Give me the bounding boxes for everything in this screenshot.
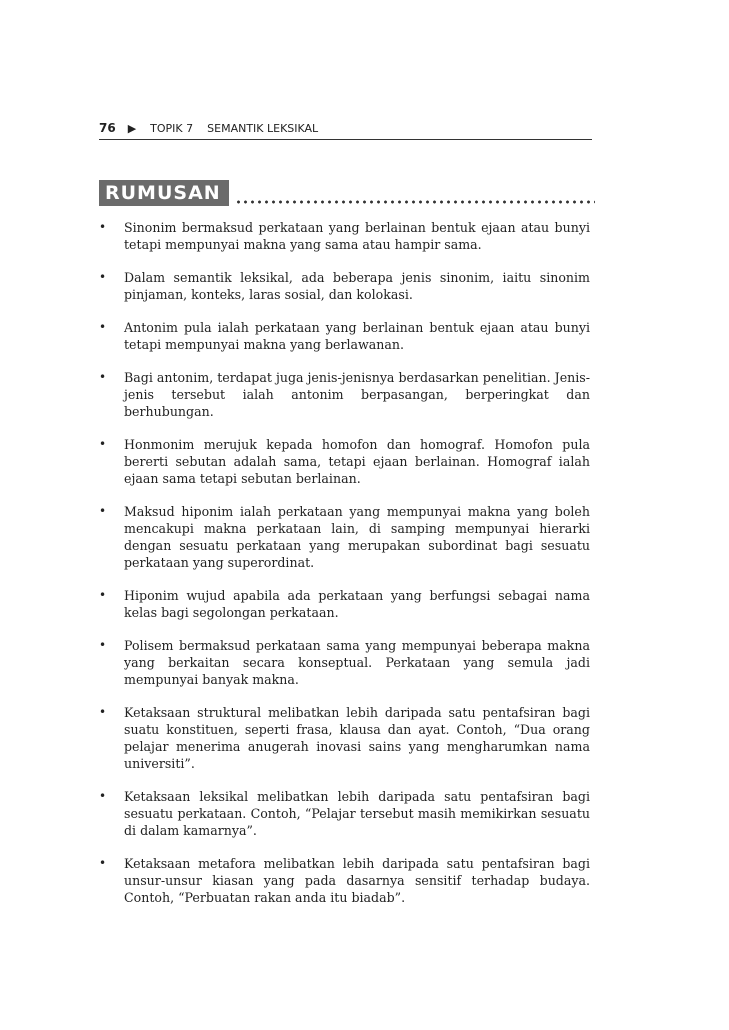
list-item-text: Sinonim bermaksud perkataan yang berlainan bentuk ejaan atau bunyi tetapi mempunyai makna yang sama atau hampir sama. (124, 220, 590, 252)
list-item (99, 503, 590, 571)
list-item (99, 219, 590, 253)
list-item (99, 704, 590, 772)
bullet-icon: • (99, 320, 107, 334)
list-item (99, 369, 590, 420)
list-item (99, 269, 590, 303)
list-item (99, 587, 590, 621)
summary-list (99, 219, 590, 922)
bullet-icon: • (99, 220, 107, 234)
arrow-right-icon: ▶ (127, 121, 137, 135)
list-item-text: Antonim pula ialah perkataan yang berlainan bentuk ejaan atau bunyi tetapi mempunyai makna yang berlawanan. (124, 320, 590, 352)
list-item-text: Ketaksaan leksikal melibatkan lebih daripada satu pentafsiran bagi sesuatu perkataan. Contoh, “Pelajar tersebut masih memikirkan sesuatu di dalam kamarnya”. (124, 789, 590, 838)
topic-label: TOPIK 7 (150, 121, 194, 135)
list-item-text: Dalam semantik leksikal, ada beberapa jenis sinonim, iaitu sinonim pinjaman, konteks, laras sosial, dan kolokasi. (124, 270, 590, 302)
list-item-text: Maksud hiponim ialah perkataan yang mempunyai makna yang boleh mencakupi makna perkataan lain, di samping mempunyai hierarki dengan sesuatu perkataan yang merupakan subordinat bagi sesuatu perkataan yang superordinat. (124, 504, 590, 570)
bullet-icon: • (99, 588, 107, 602)
list-item-text: Hiponim wujud apabila ada perkataan yang berfungsi sebagai nama kelas bagi segolongan perkataan. (124, 588, 590, 620)
list-item-text: Bagi antonim, terdapat juga jenis-jenisnya berdasarkan penelitian. Jenis-jenis tersebut ialah antonim berpasangan, berperingkat dan berhubungan. (124, 370, 590, 419)
dotted-rule (235, 199, 595, 205)
section-banner (99, 180, 595, 206)
bullet-icon: • (99, 370, 107, 384)
list-item-text: Ketaksaan metafora melibatkan lebih daripada satu pentafsiran bagi unsur-unsur kiasan yang pada dasarnya sensitif terhadap budaya. Contoh, “Perbuatan rakan anda itu biadab”. (124, 856, 590, 905)
bullet-icon: • (99, 638, 107, 652)
list-item (99, 855, 590, 906)
bullet-icon: • (99, 705, 107, 719)
bullet-icon: • (99, 789, 107, 803)
section-title: RUMUSAN (99, 180, 229, 206)
list-item-text: Polisem bermaksud perkataan sama yang mempunyai beberapa makna yang berkaitan secara konseptual. Perkataan yang semula jadi mempunyai banyak makna. (124, 638, 590, 687)
bullet-icon: • (99, 856, 107, 870)
bullet-icon: • (99, 270, 107, 284)
list-item (99, 788, 590, 839)
list-item (99, 637, 590, 688)
list-item (99, 436, 590, 487)
bullet-icon: • (99, 504, 107, 518)
list-item-text: Honmonim merujuk kepada homofon dan homograf. Homofon pula bererti sebutan adalah sama, tetapi ejaan berlainan. Homograf ialah ejaan sama tetapi sebutan berlainan. (124, 437, 590, 486)
running-header (99, 119, 592, 140)
list-item-text: Ketaksaan struktural melibatkan lebih daripada satu pentafsiran bagi suatu konstituen, seperti frasa, klausa dan ayat. Contoh, “Dua orang pelajar menerima anugerah inovasi sains yang mengharumkan nama universiti”. (124, 705, 590, 771)
list-item (99, 319, 590, 353)
page-number: 76 (99, 121, 116, 135)
chapter-title: SEMANTIK LEKSIKAL (207, 121, 319, 135)
bullet-icon: • (99, 437, 107, 451)
